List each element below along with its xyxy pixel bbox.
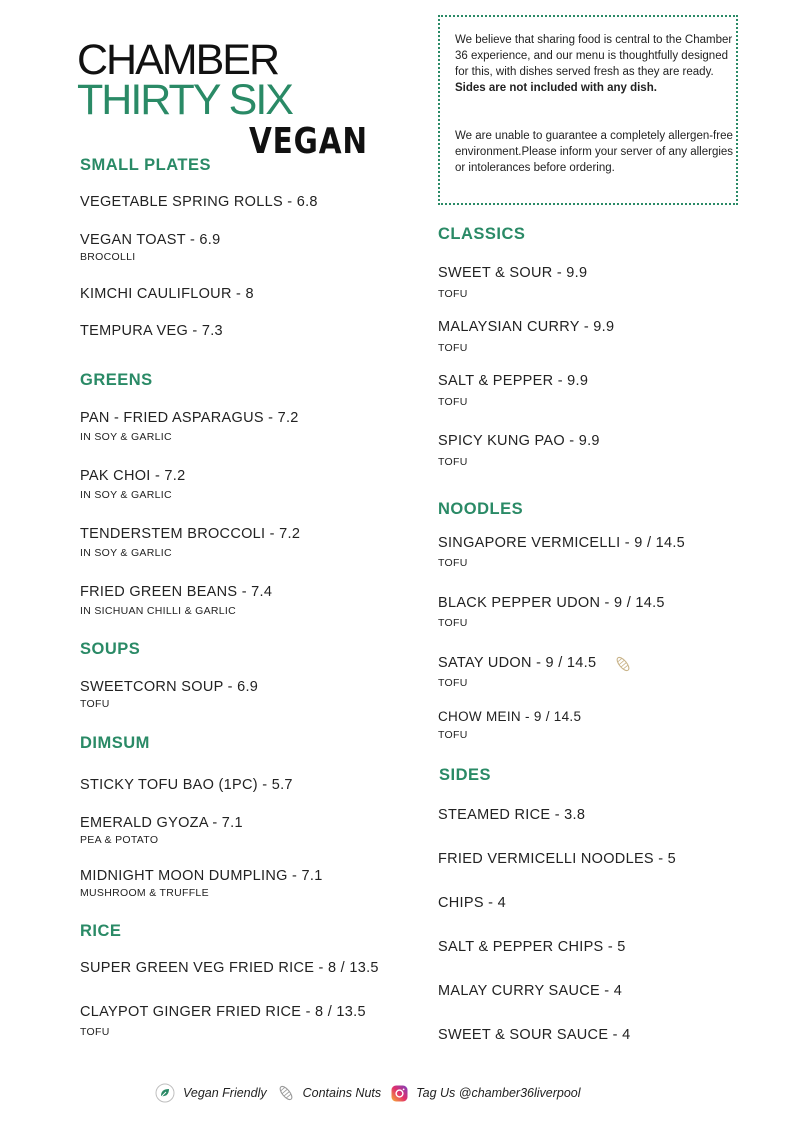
notice-sharing: We believe that sharing food is central to the Chamber 36 experience, and our menu is thoughtfully designed for this, with dishes served fresh as they are ready. Sides are not included with any dish. bbox=[455, 34, 733, 94]
menu-item: PAK CHOI - 7.2 bbox=[80, 468, 186, 484]
menu-item: SUPER GREEN VEG FRIED RICE - 8 / 13.5 bbox=[80, 960, 379, 976]
menu-item: SALT & PEPPER CHIPS - 5 bbox=[438, 939, 626, 955]
menu-item: MALAYSIAN CURRY - 9.9 bbox=[438, 319, 615, 335]
menu-item: STICKY TOFU BAO (1PC) - 5.7 bbox=[80, 777, 293, 793]
menu-item-note: IN SOY & GARLIC bbox=[80, 489, 172, 501]
legend-tag-label: Tag Us @chamber36liverpool bbox=[416, 1086, 581, 1100]
menu-item bbox=[438, 656, 596, 671]
menu-item: TENDERSTEM BROCCOLI - 7.2 bbox=[80, 526, 301, 542]
menu-item-note: PEA & POTATO bbox=[80, 834, 159, 846]
nut-icon bbox=[277, 1084, 295, 1102]
menu-item: BLACK PEPPER UDON - 9 / 14.5 bbox=[438, 595, 665, 611]
menu-item: SWEET & SOUR - 9.9 bbox=[438, 265, 588, 281]
menu-item: SWEETCORN SOUP - 6.9 bbox=[80, 679, 259, 695]
menu-item: CHIPS - 4 bbox=[438, 895, 506, 911]
section-classics: CLASSICS bbox=[438, 225, 526, 243]
menu-item: SINGAPORE VERMICELLI - 9 / 14.5 bbox=[438, 535, 686, 551]
brand-tag: VEGAN bbox=[249, 121, 368, 162]
menu-item-note: TOFU bbox=[80, 698, 110, 710]
menu-item-note: TOFU bbox=[438, 557, 468, 569]
menu-item: FRIED VERMICELLI NOODLES - 5 bbox=[438, 851, 677, 867]
menu-item-note: IN SICHUAN CHILLI & GARLIC bbox=[80, 605, 236, 617]
menu-item: CLAYPOT GINGER FRIED RICE - 8 / 13.5 bbox=[80, 1004, 366, 1020]
legend-vegan-label: Vegan Friendly bbox=[183, 1086, 267, 1100]
instagram-icon bbox=[391, 1085, 408, 1102]
menu-item: MIDNIGHT MOON DUMPLING - 7.1 bbox=[80, 868, 323, 884]
menu-item-note: IN SOY & GARLIC bbox=[80, 431, 172, 443]
brand-line-2: THIRTY SIX bbox=[77, 76, 292, 124]
section-noodles: NOODLES bbox=[438, 500, 524, 518]
menu-item: PAN - FRIED ASPARAGUS - 7.2 bbox=[80, 410, 299, 426]
section-sides: SIDES bbox=[439, 766, 492, 784]
menu-item: FRIED GREEN BEANS - 7.4 bbox=[80, 584, 273, 600]
legend-nuts-label: Contains Nuts bbox=[302, 1086, 382, 1100]
menu-item: VEGETABLE SPRING ROLLS - 6.8 bbox=[80, 194, 318, 210]
leaf-icon bbox=[155, 1083, 175, 1103]
menu-item: MALAY CURRY SAUCE - 4 bbox=[438, 983, 623, 999]
menu-item: SALT & PEPPER - 9.9 bbox=[438, 373, 589, 389]
menu-item: SPICY KUNG PAO - 9.9 bbox=[438, 433, 600, 449]
menu-item: VEGAN TOAST - 6.9 bbox=[80, 232, 221, 248]
brand-line-1: CHAMBER bbox=[77, 36, 279, 84]
menu-item-note: TOFU bbox=[438, 396, 468, 408]
menu-item: TEMPURA VEG - 7.3 bbox=[80, 323, 223, 339]
section-small-plates: SMALL PLATES bbox=[80, 156, 211, 174]
notice-allergens: We are unable to guarantee a completely allergen-free environment.Please inform your server of any allergies or intolerances before ordering. bbox=[455, 130, 734, 174]
menu-item: CHOW MEIN - 9 / 14.5 bbox=[438, 709, 582, 724]
section-greens: GREENS bbox=[80, 371, 153, 389]
menu-item-note: TOFU bbox=[438, 617, 468, 629]
menu-item-note: TOFU bbox=[438, 342, 468, 354]
menu-item: STEAMED RICE - 3.8 bbox=[438, 807, 586, 823]
footer-legend bbox=[155, 1083, 591, 1103]
menu-item: KIMCHI CAULIFLOUR - 8 bbox=[80, 286, 254, 302]
menu-item-note: TOFU bbox=[438, 729, 468, 741]
section-soups: SOUPS bbox=[80, 640, 141, 658]
menu-item-note: TOFU bbox=[438, 677, 468, 689]
section-rice: RICE bbox=[80, 922, 122, 940]
menu-item-note: IN SOY & GARLIC bbox=[80, 547, 172, 559]
menu-item-note: TOFU bbox=[438, 456, 468, 468]
menu-item: SWEET & SOUR SAUCE - 4 bbox=[438, 1027, 631, 1043]
menu-item-note: BROCOLLI bbox=[80, 251, 136, 263]
menu-item-note: TOFU bbox=[80, 1026, 110, 1038]
section-dimsum: DIMSUM bbox=[80, 734, 150, 752]
menu-item-note: TOFU bbox=[438, 288, 468, 300]
nut-icon bbox=[614, 655, 632, 673]
menu-item-name: SATAY UDON - 9 / 14.5 bbox=[438, 655, 597, 671]
menu-item: EMERALD GYOZA - 7.1 bbox=[80, 815, 243, 831]
menu-item-note: MUSHROOM & TRUFFLE bbox=[80, 887, 209, 899]
